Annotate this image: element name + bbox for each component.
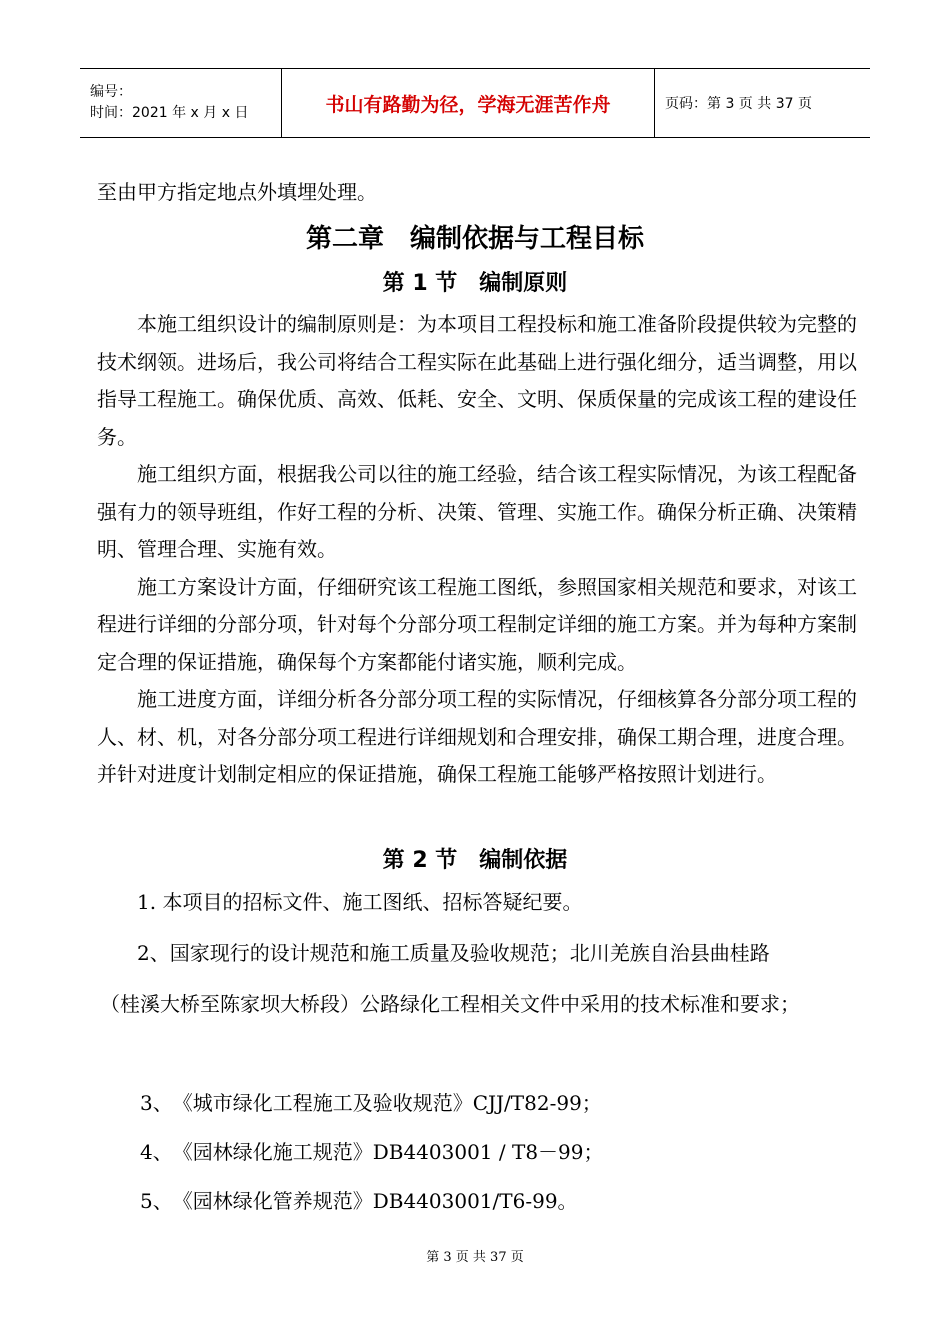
- basis-item-2-line-1: 2、国家现行的设计规范和施工质量及验收规范；北川羌族自治县曲桂路: [137, 941, 770, 965]
- page-footer: [0, 1246, 950, 1265]
- basis-item-2-line-2: （桂溪大桥至陈家坝大桥段）公路绿化工程相关文件中采用的技术标准和要求；: [100, 992, 800, 1016]
- footer-page-number: 第 3 页 共 37 页: [426, 1250, 524, 1265]
- doc-time-label: 时间：2021 年 x 月 x 日: [90, 105, 249, 121]
- section-2-title: 第 2 节 编制依据: [382, 848, 568, 873]
- page-number-label: 页码：第 3 页 共 37 页: [665, 96, 812, 112]
- paragraph-principles: 本施工组织设计的编制原则是：为本项目工程投标和施工准备阶段提供较为完整的技术纲领。进场后，我公司将结合工程实际在此基础上进行强化细分，适当调整，用以指导工程施工。确保优质、高效、低耗、安全、文明、保质保量的完成该工程的建设任务。: [97, 312, 857, 449]
- basis-item-5: 5、 《园林绿化管养规范》DB4403001/T6-99。: [140, 1189, 578, 1213]
- continued-paragraph: [97, 174, 862, 212]
- header-page-info: [655, 69, 870, 137]
- header-meta: [80, 69, 282, 137]
- page-header: [80, 68, 870, 138]
- header-motto: [282, 69, 655, 137]
- section-1-title: 第 1 节 编制原则: [382, 271, 568, 296]
- basis-item-1: 1. 本项目的招标文件、施工图纸、招标答疑纪要。: [137, 890, 583, 914]
- paragraph-scheme: 施工方案设计方面，仔细研究该工程施工图纸，参照国家相关规范和要求，对该工程进行详细的分部分项，针对每个分部分项工程制定详细的施工方案。并为每种方案制定合理的保证措施，确保每个方案都能付诸实施，顺利完成。: [97, 574, 857, 674]
- motto-text: 书山有路勤为径，学海无涯苦作舟: [325, 93, 611, 116]
- principles-body: [97, 306, 862, 794]
- basis-item-4: 4、 《园林绿化施工规范》DB4403001 / T8－99；: [140, 1140, 604, 1164]
- basis-item-3: 3、 《城市绿化工程施工及验收规范》CJJ/T82-99；: [140, 1091, 602, 1115]
- doc-number-label: 编号：: [90, 84, 132, 100]
- continued-text: 至由甲方指定地点外填埋处理。: [97, 180, 377, 204]
- chapter-title: 第二章 编制依据与工程目标: [305, 224, 644, 254]
- paragraph-schedule: 施工进度方面，详细分析各分部分项工程的实际情况，仔细核算各分部分项工程的人、材、机，对各分部分项工程进行详细规划和合理安排，确保工期合理，进度合理。并针对进度计划制定相应的保证措施，确保工程施工能够严格按照计划进行。: [97, 687, 857, 786]
- paragraph-organization: 施工组织方面，根据我公司以往的施工经验，结合该工程实际情况，为该工程配备强有力的领导班组，作好工程的分析、决策、管理、实施工作。确保分析正确、决策精明、管理合理、实施有效。: [97, 462, 857, 561]
